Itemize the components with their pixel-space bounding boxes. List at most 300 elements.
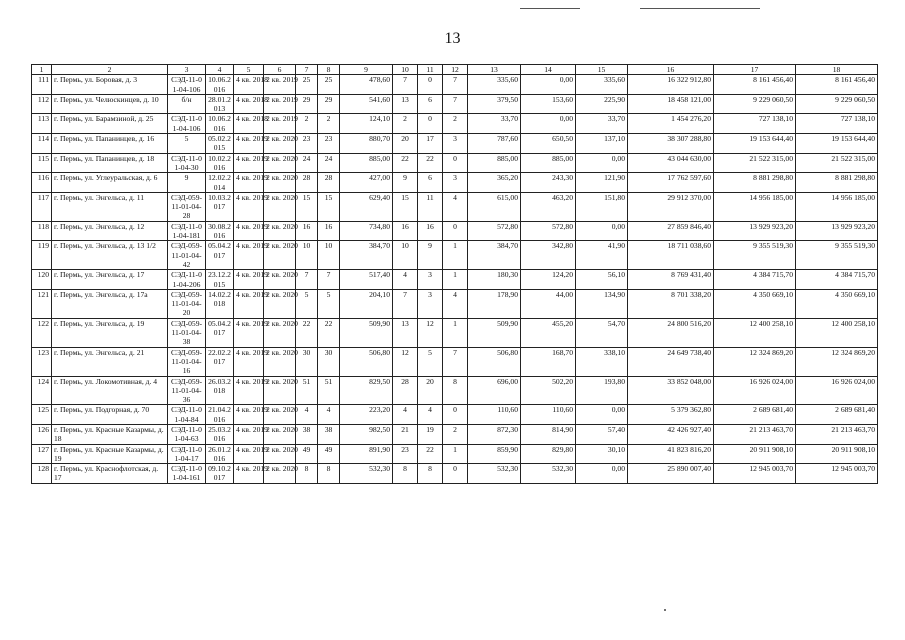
- column-header: 14: [521, 65, 576, 75]
- col-15-cell: 57,40: [576, 424, 628, 444]
- col-11-cell: 3: [418, 289, 443, 318]
- document-date-cell: 28.01.2013: [206, 94, 234, 114]
- cost-part-1-cell: 20 911 908,10: [714, 444, 796, 464]
- col-14-cell: 829,80: [521, 444, 576, 464]
- cost-part-2-cell: 8 881 298,80: [796, 173, 878, 193]
- row-number-cell: 113: [32, 114, 52, 134]
- area-cell: 517,40: [340, 270, 393, 290]
- area-cell: 629,40: [340, 192, 393, 221]
- table-row: [32, 114, 878, 134]
- col-7-cell: 25: [296, 75, 318, 95]
- col-10-cell: 8: [393, 464, 418, 484]
- col-14-cell: 885,00: [521, 153, 576, 173]
- column-header: 7: [296, 65, 318, 75]
- column-header: 8: [318, 65, 340, 75]
- cost-part-2-cell: 4 384 715,70: [796, 270, 878, 290]
- col-7-cell: 5: [296, 289, 318, 318]
- table-row: [32, 75, 878, 95]
- total-cost-cell: 33 852 048,00: [628, 376, 714, 405]
- cost-part-1-cell: 727 138,10: [714, 114, 796, 134]
- table-row: [32, 134, 878, 154]
- end-quarter-cell: 2 кв. 2020: [264, 134, 296, 154]
- row-number-cell: 111: [32, 75, 52, 95]
- col-7-cell: 7: [296, 270, 318, 290]
- document-date-cell: 26.01.2016: [206, 444, 234, 464]
- row-number-cell: 119: [32, 241, 52, 270]
- total-cost-cell: 25 890 007,40: [628, 464, 714, 484]
- total-cost-cell: 18 458 121,00: [628, 94, 714, 114]
- col-8-cell: 15: [318, 192, 340, 221]
- cost-part-2-cell: 21 213 463,70: [796, 424, 878, 444]
- col-7-cell: 23: [296, 134, 318, 154]
- col-10-cell: 28: [393, 376, 418, 405]
- row-number-cell: 123: [32, 347, 52, 376]
- start-quarter-cell: 4 кв. 2019: [234, 241, 264, 270]
- area-cell: 506,80: [340, 347, 393, 376]
- col-8-cell: 10: [318, 241, 340, 270]
- cost-part-1-cell: 2 689 681,40: [714, 405, 796, 425]
- col-14-cell: 0,00: [521, 114, 576, 134]
- start-quarter-cell: 4 кв. 2019: [234, 221, 264, 241]
- column-header: 12: [443, 65, 468, 75]
- col-11-cell: 8: [418, 464, 443, 484]
- area-cell: 223,20: [340, 405, 393, 425]
- cost-part-2-cell: 16 926 024,00: [796, 376, 878, 405]
- row-number-cell: 116: [32, 173, 52, 193]
- col-10-cell: 20: [393, 134, 418, 154]
- column-header: 3: [168, 65, 206, 75]
- col-13-cell: 110,60: [468, 405, 521, 425]
- end-quarter-cell: 2 кв. 2020: [264, 192, 296, 221]
- col-13-cell: 532,30: [468, 464, 521, 484]
- document-number-cell: СЭД-11-01-04-106: [168, 75, 206, 95]
- document-date-cell: 23.12.2015: [206, 270, 234, 290]
- start-quarter-cell: 4 кв. 2018: [234, 75, 264, 95]
- area-cell: 124,10: [340, 114, 393, 134]
- end-quarter-cell: 2 кв. 2020: [264, 173, 296, 193]
- col-10-cell: 12: [393, 347, 418, 376]
- cost-part-1-cell: 12 324 869,20: [714, 347, 796, 376]
- document-date-cell: 22.02.2017: [206, 347, 234, 376]
- col-10-cell: 16: [393, 221, 418, 241]
- col-11-cell: 3: [418, 270, 443, 290]
- document-date-cell: 10.02.2016: [206, 153, 234, 173]
- col-10-cell: 10: [393, 241, 418, 270]
- col-13-cell: 384,70: [468, 241, 521, 270]
- address-cell: г. Пермь, ул. Папанинцев, д. 18: [52, 153, 168, 173]
- total-cost-cell: 43 044 630,00: [628, 153, 714, 173]
- address-cell: г. Пермь, ул. Краснофлотская, д. 17: [52, 464, 168, 484]
- row-number-cell: 122: [32, 318, 52, 347]
- col-10-cell: 7: [393, 75, 418, 95]
- area-cell: 204,10: [340, 289, 393, 318]
- document-number-cell: СЭД-11-01-04-106: [168, 114, 206, 134]
- col-15-cell: 225,90: [576, 94, 628, 114]
- col-13-cell: 872,30: [468, 424, 521, 444]
- start-quarter-cell: 4 кв. 2019: [234, 153, 264, 173]
- total-cost-cell: 17 762 597,60: [628, 173, 714, 193]
- address-cell: г. Пермь, ул. Челюскинцев, д. 10: [52, 94, 168, 114]
- table-row: [32, 192, 878, 221]
- col-12-cell: 8: [443, 376, 468, 405]
- col-11-cell: 6: [418, 94, 443, 114]
- start-quarter-cell: 4 кв. 2019: [234, 376, 264, 405]
- top-rule: [640, 8, 760, 9]
- start-quarter-cell: 4 кв. 2018: [234, 114, 264, 134]
- table-row: [32, 270, 878, 290]
- cost-part-1-cell: 8 881 298,80: [714, 173, 796, 193]
- document-date-cell: 09.10.2017: [206, 464, 234, 484]
- col-10-cell: 22: [393, 153, 418, 173]
- total-cost-cell: 38 307 288,80: [628, 134, 714, 154]
- cost-part-2-cell: 12 945 003,70: [796, 464, 878, 484]
- col-13-cell: 572,80: [468, 221, 521, 241]
- col-7-cell: 29: [296, 94, 318, 114]
- start-quarter-cell: 4 кв. 2019: [234, 270, 264, 290]
- col-14-cell: 124,20: [521, 270, 576, 290]
- col-14-cell: 153,60: [521, 94, 576, 114]
- col-12-cell: 7: [443, 347, 468, 376]
- col-7-cell: 30: [296, 347, 318, 376]
- address-cell: г. Пермь, ул. Энгельса, д. 12: [52, 221, 168, 241]
- col-11-cell: 22: [418, 153, 443, 173]
- start-quarter-cell: 4 кв. 2019: [234, 444, 264, 464]
- col-8-cell: 51: [318, 376, 340, 405]
- end-quarter-cell: 2 кв. 2020: [264, 405, 296, 425]
- col-7-cell: 15: [296, 192, 318, 221]
- col-11-cell: 4: [418, 405, 443, 425]
- start-quarter-cell: 4 кв. 2018: [234, 94, 264, 114]
- col-13-cell: 885,00: [468, 153, 521, 173]
- col-10-cell: 13: [393, 94, 418, 114]
- address-cell: г. Пермь, ул. Энгельса, д. 13 1/2: [52, 241, 168, 270]
- col-12-cell: 1: [443, 241, 468, 270]
- cost-part-2-cell: 21 522 315,00: [796, 153, 878, 173]
- col-8-cell: 22: [318, 318, 340, 347]
- document-number-cell: 9: [168, 173, 206, 193]
- table-row: [32, 241, 878, 270]
- column-header: 11: [418, 65, 443, 75]
- col-7-cell: 4: [296, 405, 318, 425]
- column-header: 15: [576, 65, 628, 75]
- col-15-cell: 0,00: [576, 153, 628, 173]
- address-cell: г. Пермь, ул. Энгельса, д. 21: [52, 347, 168, 376]
- start-quarter-cell: 4 кв. 2019: [234, 192, 264, 221]
- document-date-cell: 05.04.2017: [206, 318, 234, 347]
- col-12-cell: 1: [443, 444, 468, 464]
- row-number-cell: 124: [32, 376, 52, 405]
- area-cell: 384,70: [340, 241, 393, 270]
- col-11-cell: 0: [418, 75, 443, 95]
- cost-part-2-cell: 12 400 258,10: [796, 318, 878, 347]
- col-13-cell: 365,20: [468, 173, 521, 193]
- col-8-cell: 8: [318, 464, 340, 484]
- document-number-cell: СЭД-059-11-01-04-38: [168, 318, 206, 347]
- column-header: 5: [234, 65, 264, 75]
- table-row: [32, 464, 878, 484]
- col-14-cell: 168,70: [521, 347, 576, 376]
- column-header: 16: [628, 65, 714, 75]
- col-8-cell: 5: [318, 289, 340, 318]
- row-number-cell: 115: [32, 153, 52, 173]
- col-12-cell: 0: [443, 221, 468, 241]
- cost-part-1-cell: 4 384 715,70: [714, 270, 796, 290]
- end-quarter-cell: 2 кв. 2020: [264, 424, 296, 444]
- col-11-cell: 20: [418, 376, 443, 405]
- total-cost-cell: 27 859 846,40: [628, 221, 714, 241]
- col-15-cell: 338,10: [576, 347, 628, 376]
- end-quarter-cell: 2 кв. 2020: [264, 289, 296, 318]
- document-date-cell: 10.06.2016: [206, 114, 234, 134]
- address-cell: г. Пермь, ул. Энгельса, д. 17: [52, 270, 168, 290]
- col-11-cell: 17: [418, 134, 443, 154]
- col-8-cell: 16: [318, 221, 340, 241]
- col-12-cell: 1: [443, 270, 468, 290]
- row-number-cell: 121: [32, 289, 52, 318]
- area-cell: 478,60: [340, 75, 393, 95]
- cost-part-1-cell: 13 929 923,20: [714, 221, 796, 241]
- column-header: 9: [340, 65, 393, 75]
- col-15-cell: 30,10: [576, 444, 628, 464]
- col-10-cell: 4: [393, 270, 418, 290]
- cost-part-1-cell: 8 161 456,40: [714, 75, 796, 95]
- end-quarter-cell: 2 кв. 2020: [264, 318, 296, 347]
- cost-part-2-cell: 20 911 908,10: [796, 444, 878, 464]
- cost-part-2-cell: 2 689 681,40: [796, 405, 878, 425]
- col-14-cell: 342,80: [521, 241, 576, 270]
- document-date-cell: 10.06.2016: [206, 75, 234, 95]
- document-number-cell: СЭД-11-01-04-17: [168, 444, 206, 464]
- start-quarter-cell: 4 кв. 2019: [234, 173, 264, 193]
- table-row: [32, 347, 878, 376]
- top-rule: [520, 8, 580, 9]
- document-number-cell: СЭД-059-11-01-04-28: [168, 192, 206, 221]
- area-cell: 982,50: [340, 424, 393, 444]
- row-number-cell: 112: [32, 94, 52, 114]
- col-8-cell: 24: [318, 153, 340, 173]
- document-date-cell: 21.04.2016: [206, 405, 234, 425]
- col-7-cell: 24: [296, 153, 318, 173]
- row-number-cell: 126: [32, 424, 52, 444]
- table-row: [32, 173, 878, 193]
- document-date-cell: 26.03.2018: [206, 376, 234, 405]
- start-quarter-cell: 4 кв. 2019: [234, 347, 264, 376]
- column-header: 6: [264, 65, 296, 75]
- table-row: [32, 318, 878, 347]
- col-12-cell: 0: [443, 464, 468, 484]
- col-12-cell: 0: [443, 405, 468, 425]
- col-12-cell: 1: [443, 318, 468, 347]
- col-15-cell: 0,00: [576, 464, 628, 484]
- col-7-cell: 2: [296, 114, 318, 134]
- end-quarter-cell: 2 кв. 2020: [264, 221, 296, 241]
- col-13-cell: 859,90: [468, 444, 521, 464]
- col-14-cell: 243,30: [521, 173, 576, 193]
- document-number-cell: СЭД-11-01-04-30: [168, 153, 206, 173]
- total-cost-cell: 24 649 738,40: [628, 347, 714, 376]
- end-quarter-cell: 2 кв. 2020: [264, 376, 296, 405]
- address-cell: г. Пермь, ул. Углеуральская, д. 6: [52, 173, 168, 193]
- col-15-cell: 335,60: [576, 75, 628, 95]
- col-10-cell: 13: [393, 318, 418, 347]
- document-number-cell: СЭД-059-11-01-04-42: [168, 241, 206, 270]
- col-11-cell: 16: [418, 221, 443, 241]
- col-15-cell: 41,90: [576, 241, 628, 270]
- col-7-cell: 28: [296, 173, 318, 193]
- col-14-cell: 463,20: [521, 192, 576, 221]
- col-14-cell: 110,60: [521, 405, 576, 425]
- cost-part-2-cell: 13 929 923,20: [796, 221, 878, 241]
- cost-part-1-cell: 4 350 669,10: [714, 289, 796, 318]
- end-quarter-cell: 2 кв. 2020: [264, 347, 296, 376]
- col-12-cell: 2: [443, 424, 468, 444]
- area-cell: 734,80: [340, 221, 393, 241]
- total-cost-cell: 1 454 276,20: [628, 114, 714, 134]
- address-cell: г. Пермь, ул. Подгорная, д. 70: [52, 405, 168, 425]
- col-10-cell: 2: [393, 114, 418, 134]
- col-14-cell: 44,00: [521, 289, 576, 318]
- col-13-cell: 379,50: [468, 94, 521, 114]
- col-10-cell: 21: [393, 424, 418, 444]
- cost-part-2-cell: 9 355 519,30: [796, 241, 878, 270]
- col-14-cell: 650,50: [521, 134, 576, 154]
- col-12-cell: 2: [443, 114, 468, 134]
- col-13-cell: 615,00: [468, 192, 521, 221]
- address-cell: г. Пермь, ул. Локомотивная, д. 4: [52, 376, 168, 405]
- col-11-cell: 11: [418, 192, 443, 221]
- col-15-cell: 121,90: [576, 173, 628, 193]
- total-cost-cell: 8 769 431,40: [628, 270, 714, 290]
- col-12-cell: 4: [443, 192, 468, 221]
- cost-part-1-cell: 9 355 519,30: [714, 241, 796, 270]
- col-10-cell: 23: [393, 444, 418, 464]
- document-date-cell: 30.08.2016: [206, 221, 234, 241]
- col-8-cell: 49: [318, 444, 340, 464]
- total-cost-cell: 29 912 370,00: [628, 192, 714, 221]
- area-cell: 829,50: [340, 376, 393, 405]
- cost-part-2-cell: 12 324 869,20: [796, 347, 878, 376]
- total-cost-cell: 18 711 038,60: [628, 241, 714, 270]
- col-15-cell: 56,10: [576, 270, 628, 290]
- document-number-cell: СЭД-11-01-04-161: [168, 464, 206, 484]
- document-number-cell: б/н: [168, 94, 206, 114]
- address-cell: г. Пермь, ул. Боровая, д. 3: [52, 75, 168, 95]
- end-quarter-cell: 2 кв. 2020: [264, 241, 296, 270]
- col-13-cell: 180,30: [468, 270, 521, 290]
- document-date-cell: 14.02.2018: [206, 289, 234, 318]
- col-7-cell: 8: [296, 464, 318, 484]
- column-header: 17: [714, 65, 796, 75]
- col-11-cell: 5: [418, 347, 443, 376]
- total-cost-cell: 24 800 516,20: [628, 318, 714, 347]
- col-10-cell: 15: [393, 192, 418, 221]
- column-header: 2: [52, 65, 168, 75]
- start-quarter-cell: 4 кв. 2019: [234, 464, 264, 484]
- col-12-cell: 4: [443, 289, 468, 318]
- col-8-cell: 23: [318, 134, 340, 154]
- col-11-cell: 6: [418, 173, 443, 193]
- col-10-cell: 4: [393, 405, 418, 425]
- page-number: 13: [444, 30, 461, 47]
- col-10-cell: 7: [393, 289, 418, 318]
- cost-part-1-cell: 9 229 060,50: [714, 94, 796, 114]
- col-12-cell: 7: [443, 75, 468, 95]
- table-row: [32, 153, 878, 173]
- col-7-cell: 49: [296, 444, 318, 464]
- column-header: 13: [468, 65, 521, 75]
- col-8-cell: 29: [318, 94, 340, 114]
- total-cost-cell: 16 322 912,80: [628, 75, 714, 95]
- table-row: [32, 94, 878, 114]
- col-7-cell: 51: [296, 376, 318, 405]
- document-number-cell: 5: [168, 134, 206, 154]
- address-cell: г. Пермь, ул. Красные Казармы, д. 18: [52, 424, 168, 444]
- row-number-cell: 118: [32, 221, 52, 241]
- end-quarter-cell: 2 кв. 2020: [264, 444, 296, 464]
- cost-part-1-cell: 19 153 644,40: [714, 134, 796, 154]
- address-cell: г. Пермь, ул. Энгельса, д. 19: [52, 318, 168, 347]
- area-cell: 885,00: [340, 153, 393, 173]
- address-cell: г. Пермь, ул. Барамзиной, д. 25: [52, 114, 168, 134]
- row-number-cell: 117: [32, 192, 52, 221]
- cost-part-1-cell: 21 213 463,70: [714, 424, 796, 444]
- end-quarter-cell: 2 кв. 2020: [264, 153, 296, 173]
- col-14-cell: 455,20: [521, 318, 576, 347]
- cost-part-2-cell: 727 138,10: [796, 114, 878, 134]
- col-12-cell: 3: [443, 173, 468, 193]
- col-15-cell: 137,10: [576, 134, 628, 154]
- start-quarter-cell: 4 кв. 2019: [234, 289, 264, 318]
- col-14-cell: 0,00: [521, 75, 576, 95]
- end-quarter-cell: 2 кв. 2020: [264, 464, 296, 484]
- cost-part-1-cell: 21 522 315,00: [714, 153, 796, 173]
- column-header: 10: [393, 65, 418, 75]
- cost-part-2-cell: 9 229 060,50: [796, 94, 878, 114]
- data-table: [31, 64, 878, 484]
- col-8-cell: 28: [318, 173, 340, 193]
- document-date-cell: 05.02.2015: [206, 134, 234, 154]
- area-cell: 880,70: [340, 134, 393, 154]
- start-quarter-cell: 4 кв. 2019: [234, 318, 264, 347]
- total-cost-cell: 8 701 338,20: [628, 289, 714, 318]
- table-row: [32, 289, 878, 318]
- start-quarter-cell: 4 кв. 2019: [234, 405, 264, 425]
- end-quarter-cell: 2 кв. 2019: [264, 94, 296, 114]
- col-13-cell: 335,60: [468, 75, 521, 95]
- table-row: [32, 376, 878, 405]
- header-row: [32, 65, 878, 75]
- stray-mark: [664, 609, 666, 611]
- total-cost-cell: 41 823 816,20: [628, 444, 714, 464]
- document-date-cell: 10.03.2017: [206, 192, 234, 221]
- row-number-cell: 125: [32, 405, 52, 425]
- end-quarter-cell: 2 кв. 2019: [264, 114, 296, 134]
- col-11-cell: 19: [418, 424, 443, 444]
- col-12-cell: 0: [443, 153, 468, 173]
- col-15-cell: 193,80: [576, 376, 628, 405]
- col-7-cell: 10: [296, 241, 318, 270]
- address-cell: г. Пермь, ул. Папанинцев, д. 16: [52, 134, 168, 154]
- total-cost-cell: 42 426 927,40: [628, 424, 714, 444]
- col-14-cell: 814,90: [521, 424, 576, 444]
- cost-part-2-cell: 14 956 185,00: [796, 192, 878, 221]
- col-7-cell: 22: [296, 318, 318, 347]
- cost-part-1-cell: 12 945 003,70: [714, 464, 796, 484]
- document-number-cell: СЭД-059-11-01-04-20: [168, 289, 206, 318]
- table-row: [32, 221, 878, 241]
- area-cell: 427,00: [340, 173, 393, 193]
- col-15-cell: 54,70: [576, 318, 628, 347]
